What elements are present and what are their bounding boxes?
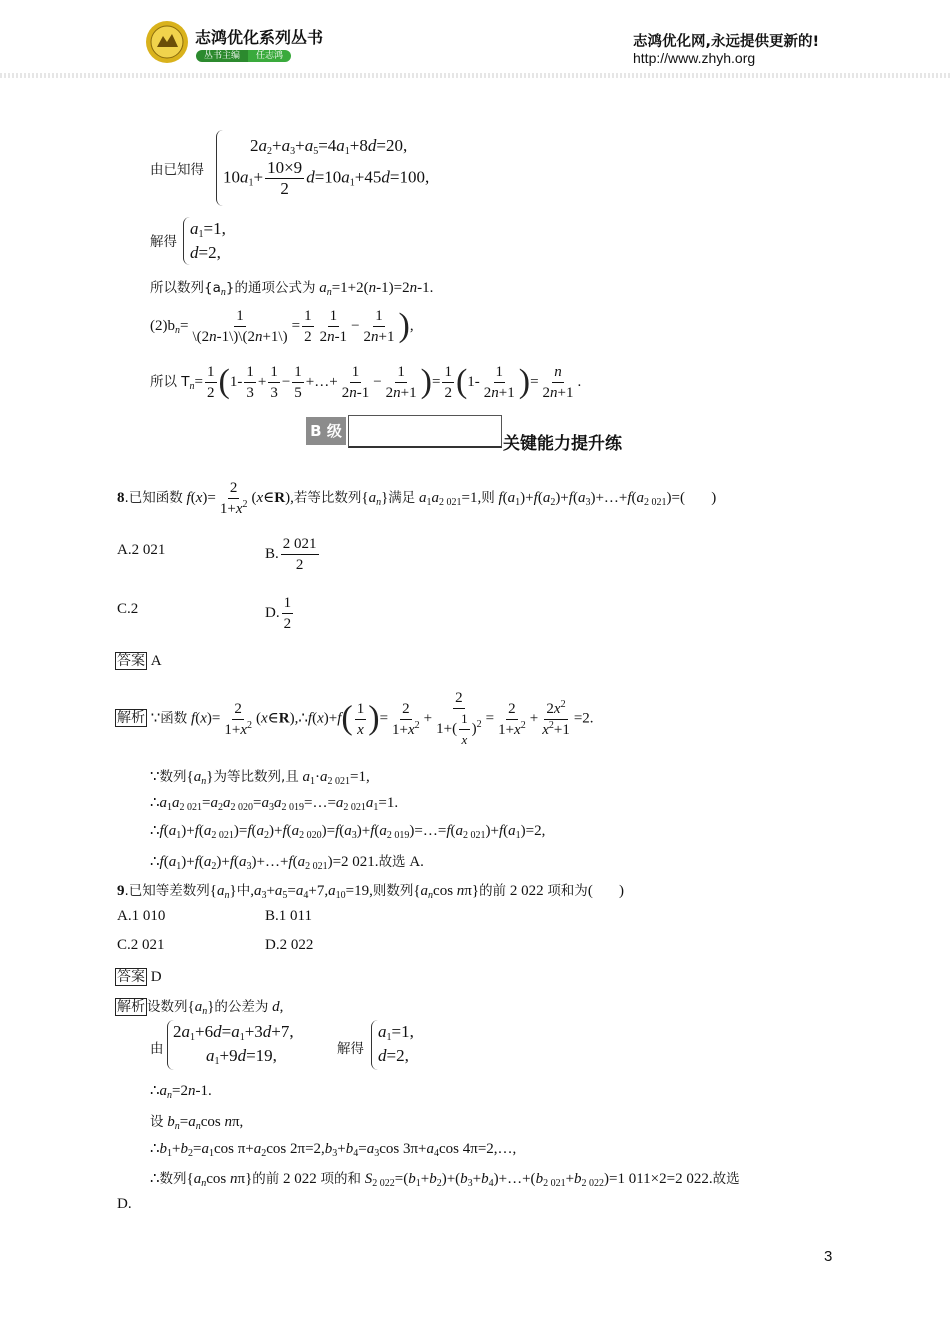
q9-sol-2: d=2, (378, 1046, 409, 1065)
editor-name: 任志鸿 (248, 50, 291, 62)
q9-analysis-pairs: $\therefore b_1+b_2=a_1\cos$ $\pi+a_2\cos$ $2\pi=2,b_3+b_4=a_3\cos$ $3\pi+a_4\cos$ 4π=2,…, (150, 1141, 517, 1159)
q9-analysis-line1: 解析 设数列$\{a_n\}$的公差为 d, (117, 999, 284, 1017)
general-formula: 所以数列$\{a_n\}$的通项公式为 $a_n=1+2(n-1)=2n-1$. (150, 280, 434, 298)
analysis-label: 解析 (117, 999, 145, 1015)
q9-number: 9 (117, 883, 125, 899)
section-badge: B 级 (306, 417, 346, 445)
solve-eq-2: d=2, (190, 243, 221, 262)
series-title: 志鸿优化系列丛书 (195, 28, 324, 47)
header-url[interactable]: http://www.zhyh.org (633, 50, 756, 66)
header-rule (0, 73, 950, 78)
sum-Tn: 所以 $T_n=$ $\frac{1}{2}$ (1- $\frac{1}{3}$ + $\frac{1}{3}$ − $\frac{1}{5}$ +…+ $\frac{1}{2n-1}$ − $\frac{1}{2n+1}$ )= $\frac{1}{2}$ (1- $\frac{1}{2n+1}$ )= $\frac{n}{2n+1}$ . (150, 362, 582, 401)
q9-solve-brace (371, 1020, 378, 1070)
q8-stem: 8.已知函数 f(x)= $\frac{2}{1+x^2}$ (x∈R),若等比数列$\{a_n\}$满足 $a_1a_{2 021}=1$,则 $f(a_1)+f(a_2)+f(a_3)+\dots+f(a_{2 021})=$( ) (117, 480, 717, 517)
section-title: 关键能力提升练 (503, 434, 622, 454)
answer-label: 答案 (117, 969, 145, 985)
q9-analysis-end: D. (117, 1196, 132, 1212)
q8-option-b[interactable]: B. $\frac{2 021}{2}$ (265, 536, 317, 573)
q9-you-label: 由 (150, 1041, 164, 1057)
q8-answer: 答案 A (117, 653, 162, 669)
page-number: 3 (824, 1248, 833, 1265)
editor-label: 丛书主编 (196, 50, 248, 62)
section-title-box (348, 415, 502, 448)
q8-analysis-line3: $\therefore a_1a_{2 021}=a_2a_{2 020}=a_3a_{2 019}=\dots=a_{2 021}a_1=1$. (150, 795, 399, 813)
solve-brace (183, 217, 190, 265)
q9-analysis-sum: ∴数列{$a_n\cos$ nπ}的前 2 022 项的和 $S_{2 022}=(b_1+b_2)+(b_3+b_4)+\dots+(b_{2 021}+b_{2 022})=1$ 011×2=2 022.故选 (150, 1171, 740, 1189)
header-slogan: 志鸿优化网,永远提供更新的! (633, 34, 820, 50)
q9-stem: 9.已知等差数列$\{a_n\}$中$,a_3+a_5=a_4+7,a_{10}=19$,则数列{$a_n\cos$ nπ}的前 2 022 项和为( ) (117, 883, 625, 901)
q8-option-a[interactable]: A.2 021 (117, 542, 166, 558)
q9-option-b[interactable]: B.1 011 (265, 908, 312, 924)
q9-eq-2: $a_1+9d=19$, (206, 1046, 277, 1067)
solve-label: 解得 (150, 234, 177, 250)
solve-eq-1: $a_1=1$, (190, 219, 226, 240)
q8-number: 8 (117, 489, 125, 506)
q9-option-d[interactable]: D.2 022 (265, 937, 314, 953)
given-eq-1: $2a_2+a_3+a_5=4a_1+8d=20$, (250, 136, 408, 157)
q9-option-c[interactable]: C.2 021 (117, 937, 165, 953)
q9-sol-1: $a_1=1$, (378, 1022, 414, 1043)
answer-label: 答案 (117, 653, 145, 669)
given-label: 由已知得 (150, 162, 204, 178)
series-logo (145, 20, 189, 64)
q9-solve-label: 解得 (337, 1041, 364, 1057)
q8-option-d[interactable]: D. $\frac{1}{2}$ (265, 595, 292, 632)
q8-analysis-line5: $\therefore f(a_1)+f(a_2)+f(a_3)+\dots+f(a_{2 021})=2$ 021.故选 A. (150, 854, 424, 872)
q9-analysis-bn: 设 $b_n=a_n\cos$ nπ, (150, 1114, 244, 1132)
q9-eq-1: $2a_1+6d=a_1+3d+7$, (173, 1022, 294, 1043)
q9-answer: 答案 D (117, 969, 162, 985)
editor-badge (196, 48, 291, 61)
given-eq-2: $10a_1+$ $\frac{10\times 9}{2}$ $d=10a_1+45d=100$, (223, 158, 430, 198)
part2-bn: $(2)b_n=$ $\frac{1}{\backslash(2n-1\backslash)\backslash(2n+1\backslash)}$ = $\frac{1}{2}$ $\frac{1}{2n-1}$ − $\frac{1}{2n+1}$ ), (150, 306, 414, 345)
analysis-label: 解析 (117, 710, 145, 727)
q8-analysis-line4: $\therefore f(a_1)+f(a_{2 021})=f(a_2)+f(a_{2 020})=f(a_3)+f(a_{2 019})=\dots=f(a_{2 021})+f(a_1)=2$, (150, 823, 546, 841)
system-brace (216, 130, 223, 206)
q9-analysis-an: $\therefore a_n=2n-1$. (150, 1083, 212, 1101)
q8-analysis-line2: ∵数列$\{a_n\}$为等比数列,且 $a_1\cdot a_{2 021}=1$, (150, 769, 370, 787)
q8-option-c[interactable]: C.2 (117, 601, 139, 617)
q9-option-a[interactable]: A.1 010 (117, 908, 166, 924)
q8-analysis-line1: 解析 ∵函数 f(x)= $\frac{2}{1+x^2}$ (x∈R),∴f(x)+f( $\frac{1}{x}$ )= $\frac{2}{1+x^2}$ + 2 1+( $\frac{1}{x}$ )$^2$ = $\frac{2}{1+x^2}$ + $\frac{2x^2}{x^2+1}$ =2. (117, 690, 594, 747)
